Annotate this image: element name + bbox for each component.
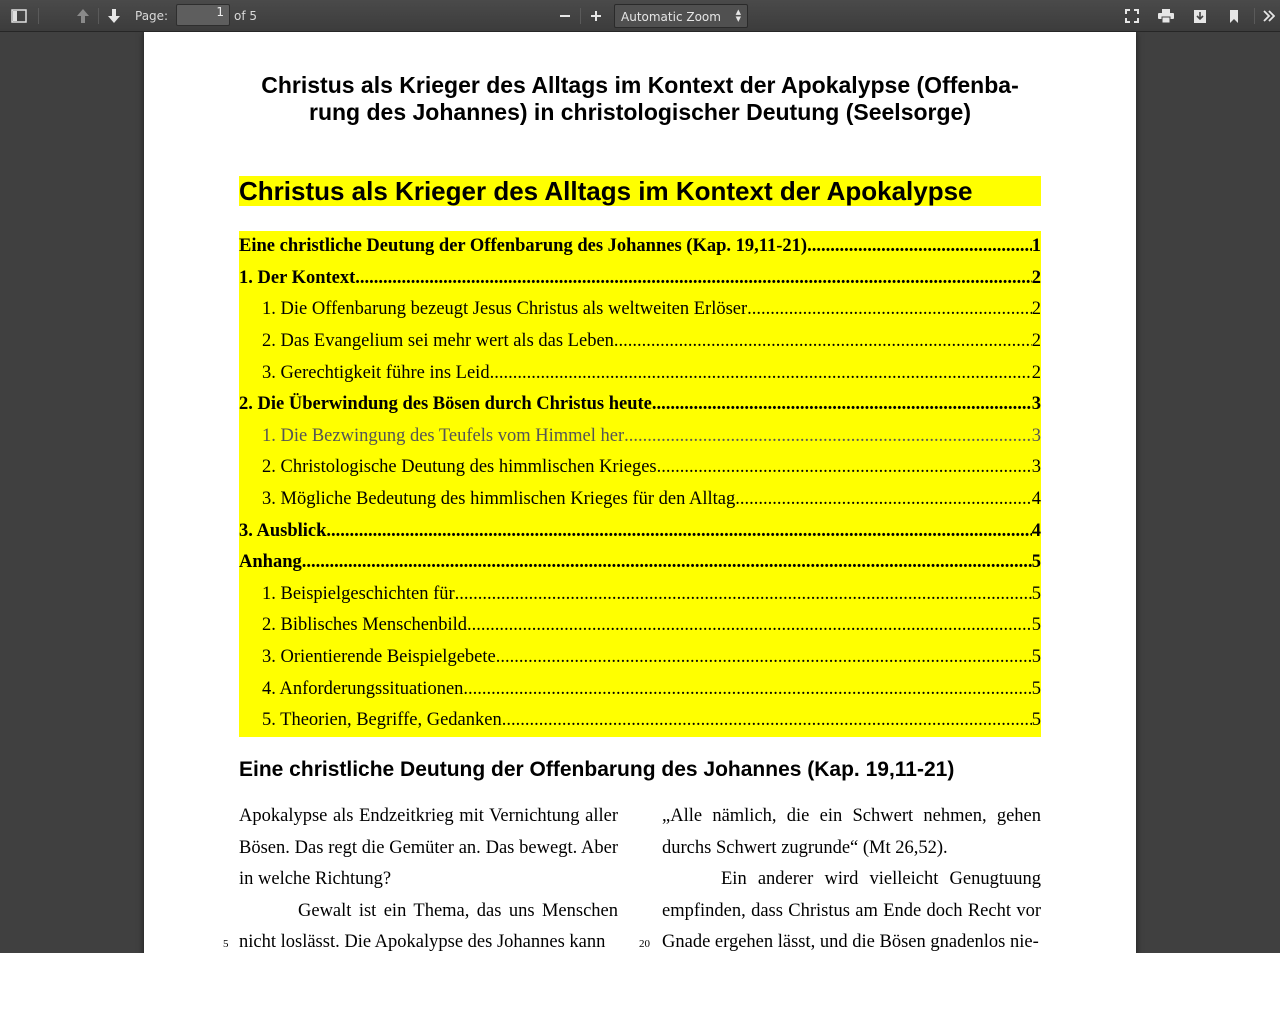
right-text-column bbox=[662, 801, 1041, 953]
toc-entry[interactable] bbox=[239, 515, 1041, 547]
toc-leader-dots bbox=[355, 268, 1031, 289]
left-text-column bbox=[239, 801, 618, 953]
viewer-toolbar bbox=[0, 0, 1280, 32]
presentation-mode-icon[interactable] bbox=[1119, 4, 1145, 28]
toc-leader-dots bbox=[463, 679, 1031, 700]
section-heading: Eine christliche Deutung der Offenbarung des Johannes (Kap. 19,11-21) bbox=[239, 758, 955, 781]
toc-leader-dots bbox=[496, 647, 1032, 668]
toc-entry-page: 2 bbox=[1031, 267, 1041, 288]
zoom-out-icon[interactable] bbox=[552, 4, 578, 28]
toc-entry[interactable] bbox=[239, 705, 1041, 737]
toc-entry-page: 2 bbox=[1031, 299, 1041, 320]
zoom-value: Automatic Zoom bbox=[621, 10, 721, 24]
toc-entry[interactable] bbox=[239, 547, 1041, 579]
toc-entry-label: 4. Anforderungssituationen bbox=[262, 678, 464, 699]
next-page-icon[interactable] bbox=[101, 4, 127, 28]
toc-entry-page: 5 bbox=[1031, 615, 1041, 636]
toc-entry[interactable] bbox=[239, 642, 1041, 674]
pdf-page bbox=[144, 32, 1136, 953]
toc-entry-page: 2 bbox=[1031, 331, 1041, 352]
toc-entry-label: 3. Orientierende Beispielgebete bbox=[262, 647, 496, 668]
toc-entry-page: 5 bbox=[1031, 552, 1041, 573]
toc-leader-dots bbox=[657, 457, 1032, 478]
toolbar-separator bbox=[38, 8, 39, 24]
toc-entry-label: 2. Das Evangelium sei mehr wert als das Leben bbox=[262, 331, 614, 352]
toc-entry[interactable] bbox=[239, 294, 1041, 326]
line-number: 5 bbox=[223, 938, 229, 950]
toc-leader-dots bbox=[747, 299, 1032, 320]
toc-entry-label: 3. Gerechtigkeit führe ins Leid bbox=[262, 362, 490, 383]
toc-entry[interactable] bbox=[239, 357, 1041, 389]
document-viewer[interactable] bbox=[0, 32, 1280, 953]
toc-entry[interactable] bbox=[239, 452, 1041, 484]
toc-entry-label: 1. Die Offenbarung bezeugt Jesus Christus als weltweiten Erlöser bbox=[262, 299, 748, 320]
toc-leader-dots bbox=[502, 710, 1032, 731]
toc-entry[interactable] bbox=[239, 673, 1041, 705]
toc-leader-dots bbox=[807, 236, 1032, 257]
tools-icon[interactable] bbox=[1258, 4, 1280, 28]
zoom-select[interactable] bbox=[614, 4, 748, 28]
toc-entry-label: 2. Biblisches Menschenbild bbox=[262, 615, 468, 636]
toc-entry[interactable] bbox=[239, 484, 1041, 516]
toc-entry[interactable] bbox=[239, 610, 1041, 642]
paragraph: Gewalt ist ein Thema, das uns Menschen nicht loslässt. Die Apokalypse des Johannes kann bbox=[239, 900, 618, 952]
page-count: of 5 bbox=[234, 9, 258, 23]
toc-entry[interactable] bbox=[239, 263, 1041, 295]
toc-entry-label: 5. Theorien, Begriffe, Gedanken bbox=[262, 710, 502, 731]
toc-leader-dots bbox=[624, 426, 1032, 447]
toc-leader-dots bbox=[326, 521, 1031, 542]
bookmark-icon[interactable] bbox=[1221, 4, 1247, 28]
toc-entry-page: 5 bbox=[1031, 678, 1041, 699]
toc-entry-page: 3 bbox=[1031, 425, 1041, 446]
toolbar-separator bbox=[1254, 8, 1255, 24]
toc-entry[interactable] bbox=[239, 326, 1041, 358]
toc-entry-label: 2. Die Überwindung des Bösen durch Christus heute bbox=[239, 394, 652, 415]
previous-page-icon[interactable] bbox=[70, 4, 96, 28]
toc-leader-dots bbox=[614, 331, 1032, 352]
toc-leader-dots bbox=[455, 584, 1032, 605]
toc-leader-dots bbox=[490, 363, 1032, 384]
toc-entry-page: 5 bbox=[1031, 647, 1041, 668]
toc-entry-page: 4 bbox=[1031, 489, 1041, 510]
download-icon[interactable] bbox=[1187, 4, 1213, 28]
sidebar-toggle-icon[interactable] bbox=[6, 4, 32, 28]
line-number: 20 bbox=[639, 938, 650, 950]
toc-heading: Christus als Krieger des Alltags im Kontext der Apokalypse bbox=[239, 176, 1041, 206]
paragraph: „Alle nämlich, die ein Schwert nehmen, gehen durchs Schwert zugrunde“ (Mt 26,52). bbox=[662, 806, 1041, 858]
toc-entry-page: 1 bbox=[1031, 236, 1041, 257]
toc-entry[interactable] bbox=[239, 421, 1041, 453]
toc-entry[interactable] bbox=[239, 389, 1041, 421]
print-icon[interactable] bbox=[1153, 4, 1179, 28]
toc-entry-label: 1. Der Kontext bbox=[239, 267, 356, 288]
page-label: Page: bbox=[135, 9, 169, 23]
toc-entry[interactable] bbox=[239, 231, 1041, 263]
toc-leader-dots bbox=[652, 394, 1032, 415]
toc-entry-label: 3. Mögliche Bedeutung des himmlischen Krieges für den Alltag bbox=[262, 489, 736, 510]
toc-leader-dots bbox=[735, 489, 1032, 510]
toc-entry-label: Anhang bbox=[239, 552, 302, 573]
toc-leader-dots bbox=[467, 615, 1032, 636]
toc-entry-page: 3 bbox=[1031, 457, 1041, 478]
toc-entry-label: 1. Beispielgeschichten für bbox=[262, 583, 455, 604]
toc-entry-label: Eine christliche Deutung der Offenbarung des Johannes (Kap. 19,11-21) bbox=[239, 236, 808, 257]
toc-entry-label: 3. Ausblick bbox=[239, 520, 327, 541]
toc-entry-page: 4 bbox=[1031, 520, 1041, 541]
toc-leader-dots bbox=[302, 552, 1032, 573]
select-arrows-icon: ▲ ▼ bbox=[735, 8, 741, 23]
paragraph: Apokalypse als Endzeitkrieg mit Vernichtung aller Bösen. Das regt die Gemüter an. Das bewegt. Aber in welche Richtung? bbox=[239, 806, 618, 889]
zoom-in-icon[interactable] bbox=[583, 4, 609, 28]
toc-entry-page: 3 bbox=[1031, 394, 1041, 415]
toc-entry-page: 5 bbox=[1031, 710, 1041, 731]
toolbar-separator bbox=[580, 8, 581, 24]
toc-entry-page: 2 bbox=[1031, 362, 1041, 383]
page-number-input[interactable]: 1 bbox=[176, 4, 230, 26]
paragraph: Ein anderer wird vielleicht Genugtuung empfinden, dass Christus am Ende doch Recht vor Gnade ergehen lässt, und die Bösen gnadenlos nie- bbox=[662, 869, 1041, 952]
toc-entry-label: 2. Christologische Deutung des himmlischen Krieges bbox=[262, 457, 657, 478]
toolbar-separator bbox=[98, 8, 99, 24]
toc-entry-label: 1. Die Bezwingung des Teufels vom Himmel her bbox=[262, 425, 625, 446]
toc-entry[interactable] bbox=[239, 579, 1041, 611]
table-of-contents bbox=[239, 231, 1041, 737]
document-title: Christus als Krieger des Alltags im Kontext der Apokalypse (Offenba-rung des Johannes) in christologischer Deutung (Seelsorge) bbox=[261, 72, 1019, 125]
toc-entry-page: 5 bbox=[1031, 583, 1041, 604]
